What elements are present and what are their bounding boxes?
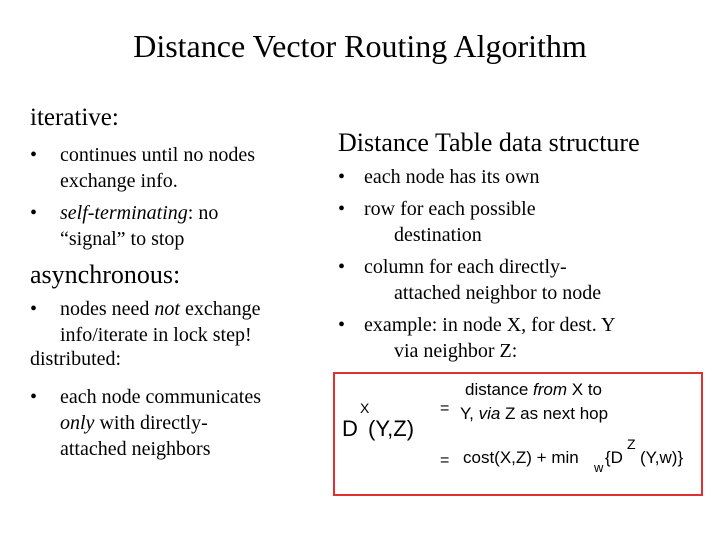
formula-lhs-args: (Y,Z) xyxy=(368,416,415,441)
bullet-line xyxy=(60,296,261,322)
bullet-line: exchange info. xyxy=(60,170,178,192)
formula-italic: from xyxy=(533,380,568,399)
self-terminating-term: self-terminating xyxy=(60,202,188,224)
bullet-symbol: • xyxy=(338,256,346,278)
emphasis-not: not xyxy=(154,298,180,320)
bullet-text: nodes need xyxy=(60,298,155,320)
formula-equals-1: = xyxy=(440,400,450,417)
bullet-line: each node has its own xyxy=(364,166,540,188)
bullet-line: each node communicates xyxy=(60,386,262,408)
formula-text: Z as next hop xyxy=(500,404,609,423)
formula-text: distance xyxy=(465,380,534,399)
bullet-line: via neighbor Z: xyxy=(394,340,518,362)
formula-superscript-z: Z xyxy=(627,436,636,452)
formula-definition-line-1 xyxy=(465,380,602,400)
bullet-text: exchange xyxy=(179,298,261,320)
bullet-symbol: • xyxy=(30,144,38,166)
bullet-text: : no xyxy=(187,202,219,224)
emphasis-only: only xyxy=(60,412,95,434)
formula-text: X to xyxy=(567,380,603,399)
formula-lhs-d: D xyxy=(342,416,358,441)
bullet-line: example: in node X, for dest. Y xyxy=(364,314,616,336)
formula-superscript-x: X xyxy=(360,400,370,416)
bullet-line: destination xyxy=(394,224,482,246)
formula-definition-line-2 xyxy=(460,404,608,424)
bullet-line: info/iterate in lock step! xyxy=(60,324,252,346)
bullet-line: attached neighbor to node xyxy=(394,282,602,304)
bullet-line: column for each directly- xyxy=(364,256,567,278)
bullet-symbol: • xyxy=(30,386,38,408)
bullet-symbol: • xyxy=(338,314,346,336)
slide-title: Distance Vector Routing Algorithm xyxy=(133,28,587,64)
bullet-line xyxy=(60,200,218,226)
bullet-symbol: • xyxy=(338,166,346,188)
formula-text: Y, xyxy=(460,404,479,423)
formula-equals-2: = xyxy=(440,452,450,469)
formula-subscript-w: w xyxy=(594,460,604,475)
bullet-symbol: • xyxy=(30,202,38,224)
bullet-symbol: • xyxy=(338,198,346,220)
iterative-heading: iterative: xyxy=(30,104,119,131)
distributed-heading: distributed: xyxy=(30,348,122,370)
bullet-line xyxy=(60,410,208,436)
formula-italic: via xyxy=(478,404,501,423)
bullet-text: with directly- xyxy=(94,412,208,434)
asynchronous-heading: asynchronous: xyxy=(30,260,181,289)
distance-table-heading: Distance Table data structure xyxy=(338,128,640,157)
bullet-line: row for each possible xyxy=(364,198,536,220)
formula-rhs-args: (Y,w)} xyxy=(640,448,684,467)
bullet-line: continues until no nodes xyxy=(60,144,255,166)
bullet-symbol: • xyxy=(30,298,38,320)
bullet-line: “signal” to stop xyxy=(60,228,185,250)
formula-rhs-brace: {D xyxy=(605,448,623,467)
bullet-line: attached neighbors xyxy=(60,438,211,460)
formula-rhs-cost: cost(X,Z) + min xyxy=(463,448,579,467)
